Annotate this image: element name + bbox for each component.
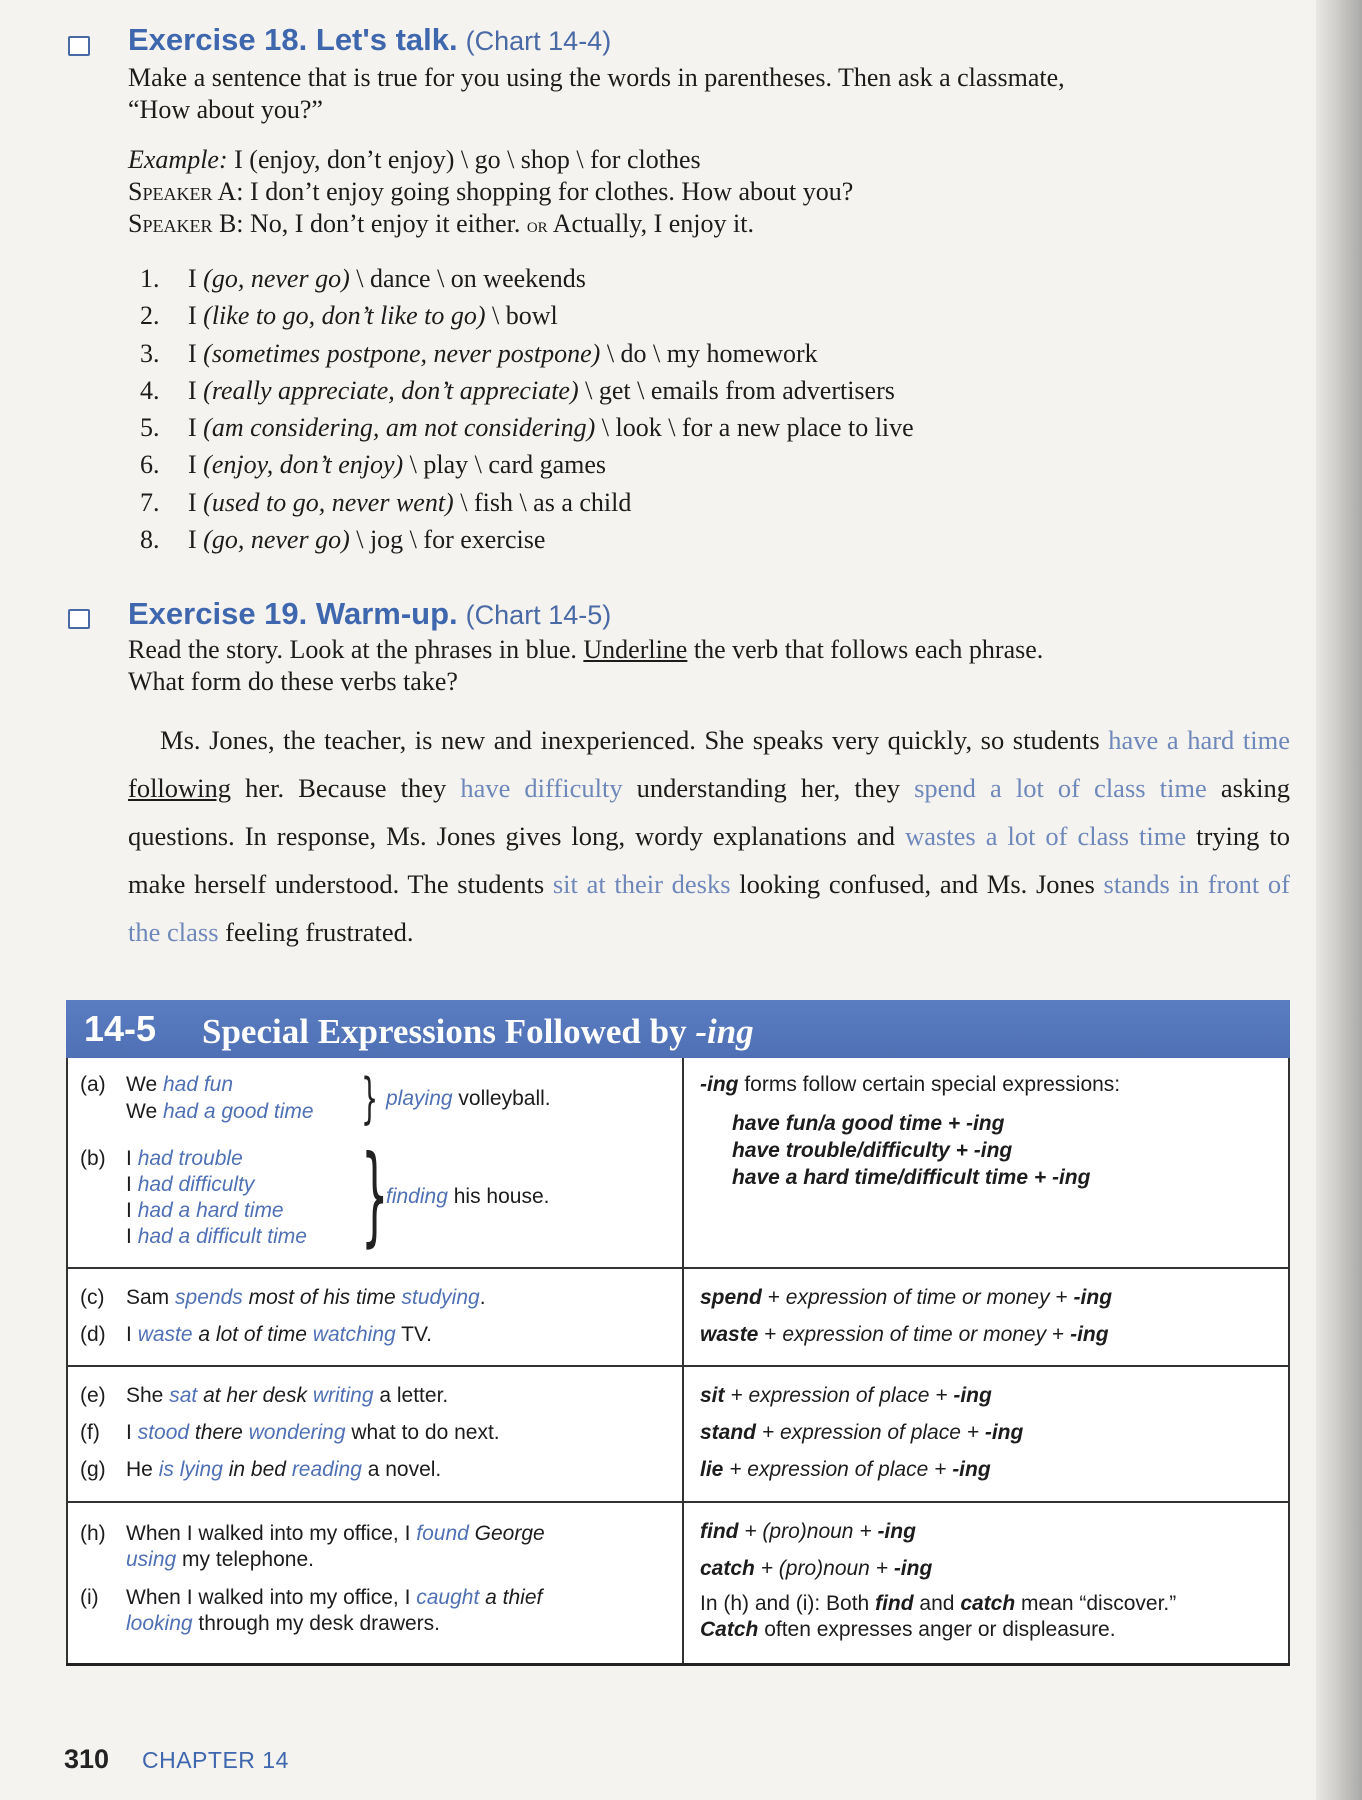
brace-a: }: [361, 1067, 379, 1130]
chart-number: 14-5: [84, 1008, 157, 1049]
brace-b: }: [361, 1133, 389, 1258]
page-edge-shadow: [1316, 0, 1362, 1800]
table-row: (c) Sam spends most of his time studying. (d) I waste a lot of time watching TV. spend + expression of time or money + -ing waste + expression of time or money + -ing: [67, 1268, 1289, 1366]
chapter-label: CHAPTER 14: [142, 1747, 289, 1773]
blue-phrase: spend a lot of class time: [914, 773, 1207, 803]
chart-header: [66, 1000, 1290, 1058]
chart-14-5: [66, 1000, 1290, 1666]
list-item: 6. I (enjoy, don’t enjoy) \ play \ card games: [140, 450, 607, 480]
blue-phrase: sit at their desks: [552, 869, 731, 899]
exercise-18-chart-ref: (Chart 14-4): [465, 26, 612, 56]
exercise-18-checkbox[interactable]: [68, 36, 90, 56]
list-item: 1. I (go, never go) \ dance \ on weekends: [140, 264, 586, 293]
exercise-18-list: [140, 260, 914, 558]
blue-phrase: wastes a lot of class time: [905, 821, 1187, 851]
list-item: 8. I (go, never go) \ jog \ for exercise: [140, 525, 546, 555]
list-item: 2. I (like to go, don’t like to go) \ bowl: [140, 301, 558, 331]
exercise-19-chart-ref: (Chart 14-5): [465, 600, 612, 630]
chart-table: [66, 1058, 1290, 1666]
blue-phrase: stands in front of the class: [128, 869, 1290, 947]
exercise-19-story: Ms. Jones, the teacher, is new and inexperienced. She speaks very quickly, so students have a hard time following her. Because they have difficulty understanding her, they spend a lot of class time asking questions. In response, Ms. Jones gives long, wordy explanations and wastes a lot of class time trying to make herself understood. The students sit at their desks looking confused, and Ms. Jones stands in front of the class feeling frustrated.: [128, 725, 1291, 947]
blue-phrase: have difficulty: [460, 773, 623, 803]
table-row: (h) When I walked into my office, I found George using my telephone. (i) When I walked into my office, I caught a thief looking through my desk drawers. find + (pro)noun + -ing catch + (pro)noun + -ing In (h) and (i): Both find and catch mean “discover.” Catch often expresses anger or displeasure.: [67, 1502, 1289, 1665]
underlined-verb: following: [128, 773, 232, 803]
list-item: 4. I (really appreciate, don’t appreciate) \ get \ emails from advertisers: [140, 375, 895, 405]
list-item: 7. I (used to go, never went) \ fish \ as a child: [140, 487, 632, 517]
list-item: 3. I (sometimes postpone, never postpone) \ do \ my homework: [140, 338, 818, 368]
exercise-19-instructions: Read the story. Look at the phrases in blue. Underline the verb that follows each phrase. What form do these verbs take?: [128, 635, 1044, 696]
exercise-18-example: Example: I (enjoy, don’t enjoy) \ go \ shop \ for clothes Speaker A: I don’t enjoy going shopping for clothes. How about you? Speaker B: No, I don’t enjoy it either. or Actually, I enjoy it.: [128, 145, 854, 238]
blue-phrase: have a hard time: [1108, 725, 1290, 755]
exercise-19-title: Exercise 19. Warm-up. (Chart 14-5): [128, 596, 612, 631]
exercise-18-title: Exercise 18. Let's talk. (Chart 14-4): [128, 22, 612, 57]
chart-title: Special Expressions Followed by -ing: [202, 1012, 754, 1051]
page-number: 310: [64, 1744, 110, 1774]
table-row: (a) We had fun We had a good time } playing volleyball. (b) I had trouble I had difficulty I had a hard time I had a difficult time } finding his house. -ing forms follow certain special expressions: have fun/a good time + -ing have trouble/difficulty + -ing have a hard time/difficult time + -ing: [67, 1058, 1289, 1268]
table-row: (e) She sat at her desk writing a letter. (f) I stood there wondering what to do next. (g) He is lying in bed reading a novel. sit + expression of place + -ing stand + expression of place + -ing lie + expression of place + -ing: [67, 1366, 1289, 1502]
exercise-19-checkbox[interactable]: [68, 609, 90, 629]
exercise-18-instructions: Make a sentence that is true for you using the words in parentheses. Then ask a classmate, “How about you?”: [128, 63, 1065, 124]
list-item: 5. I (am considering, am not considering) \ look \ for a new place to live: [140, 413, 914, 443]
